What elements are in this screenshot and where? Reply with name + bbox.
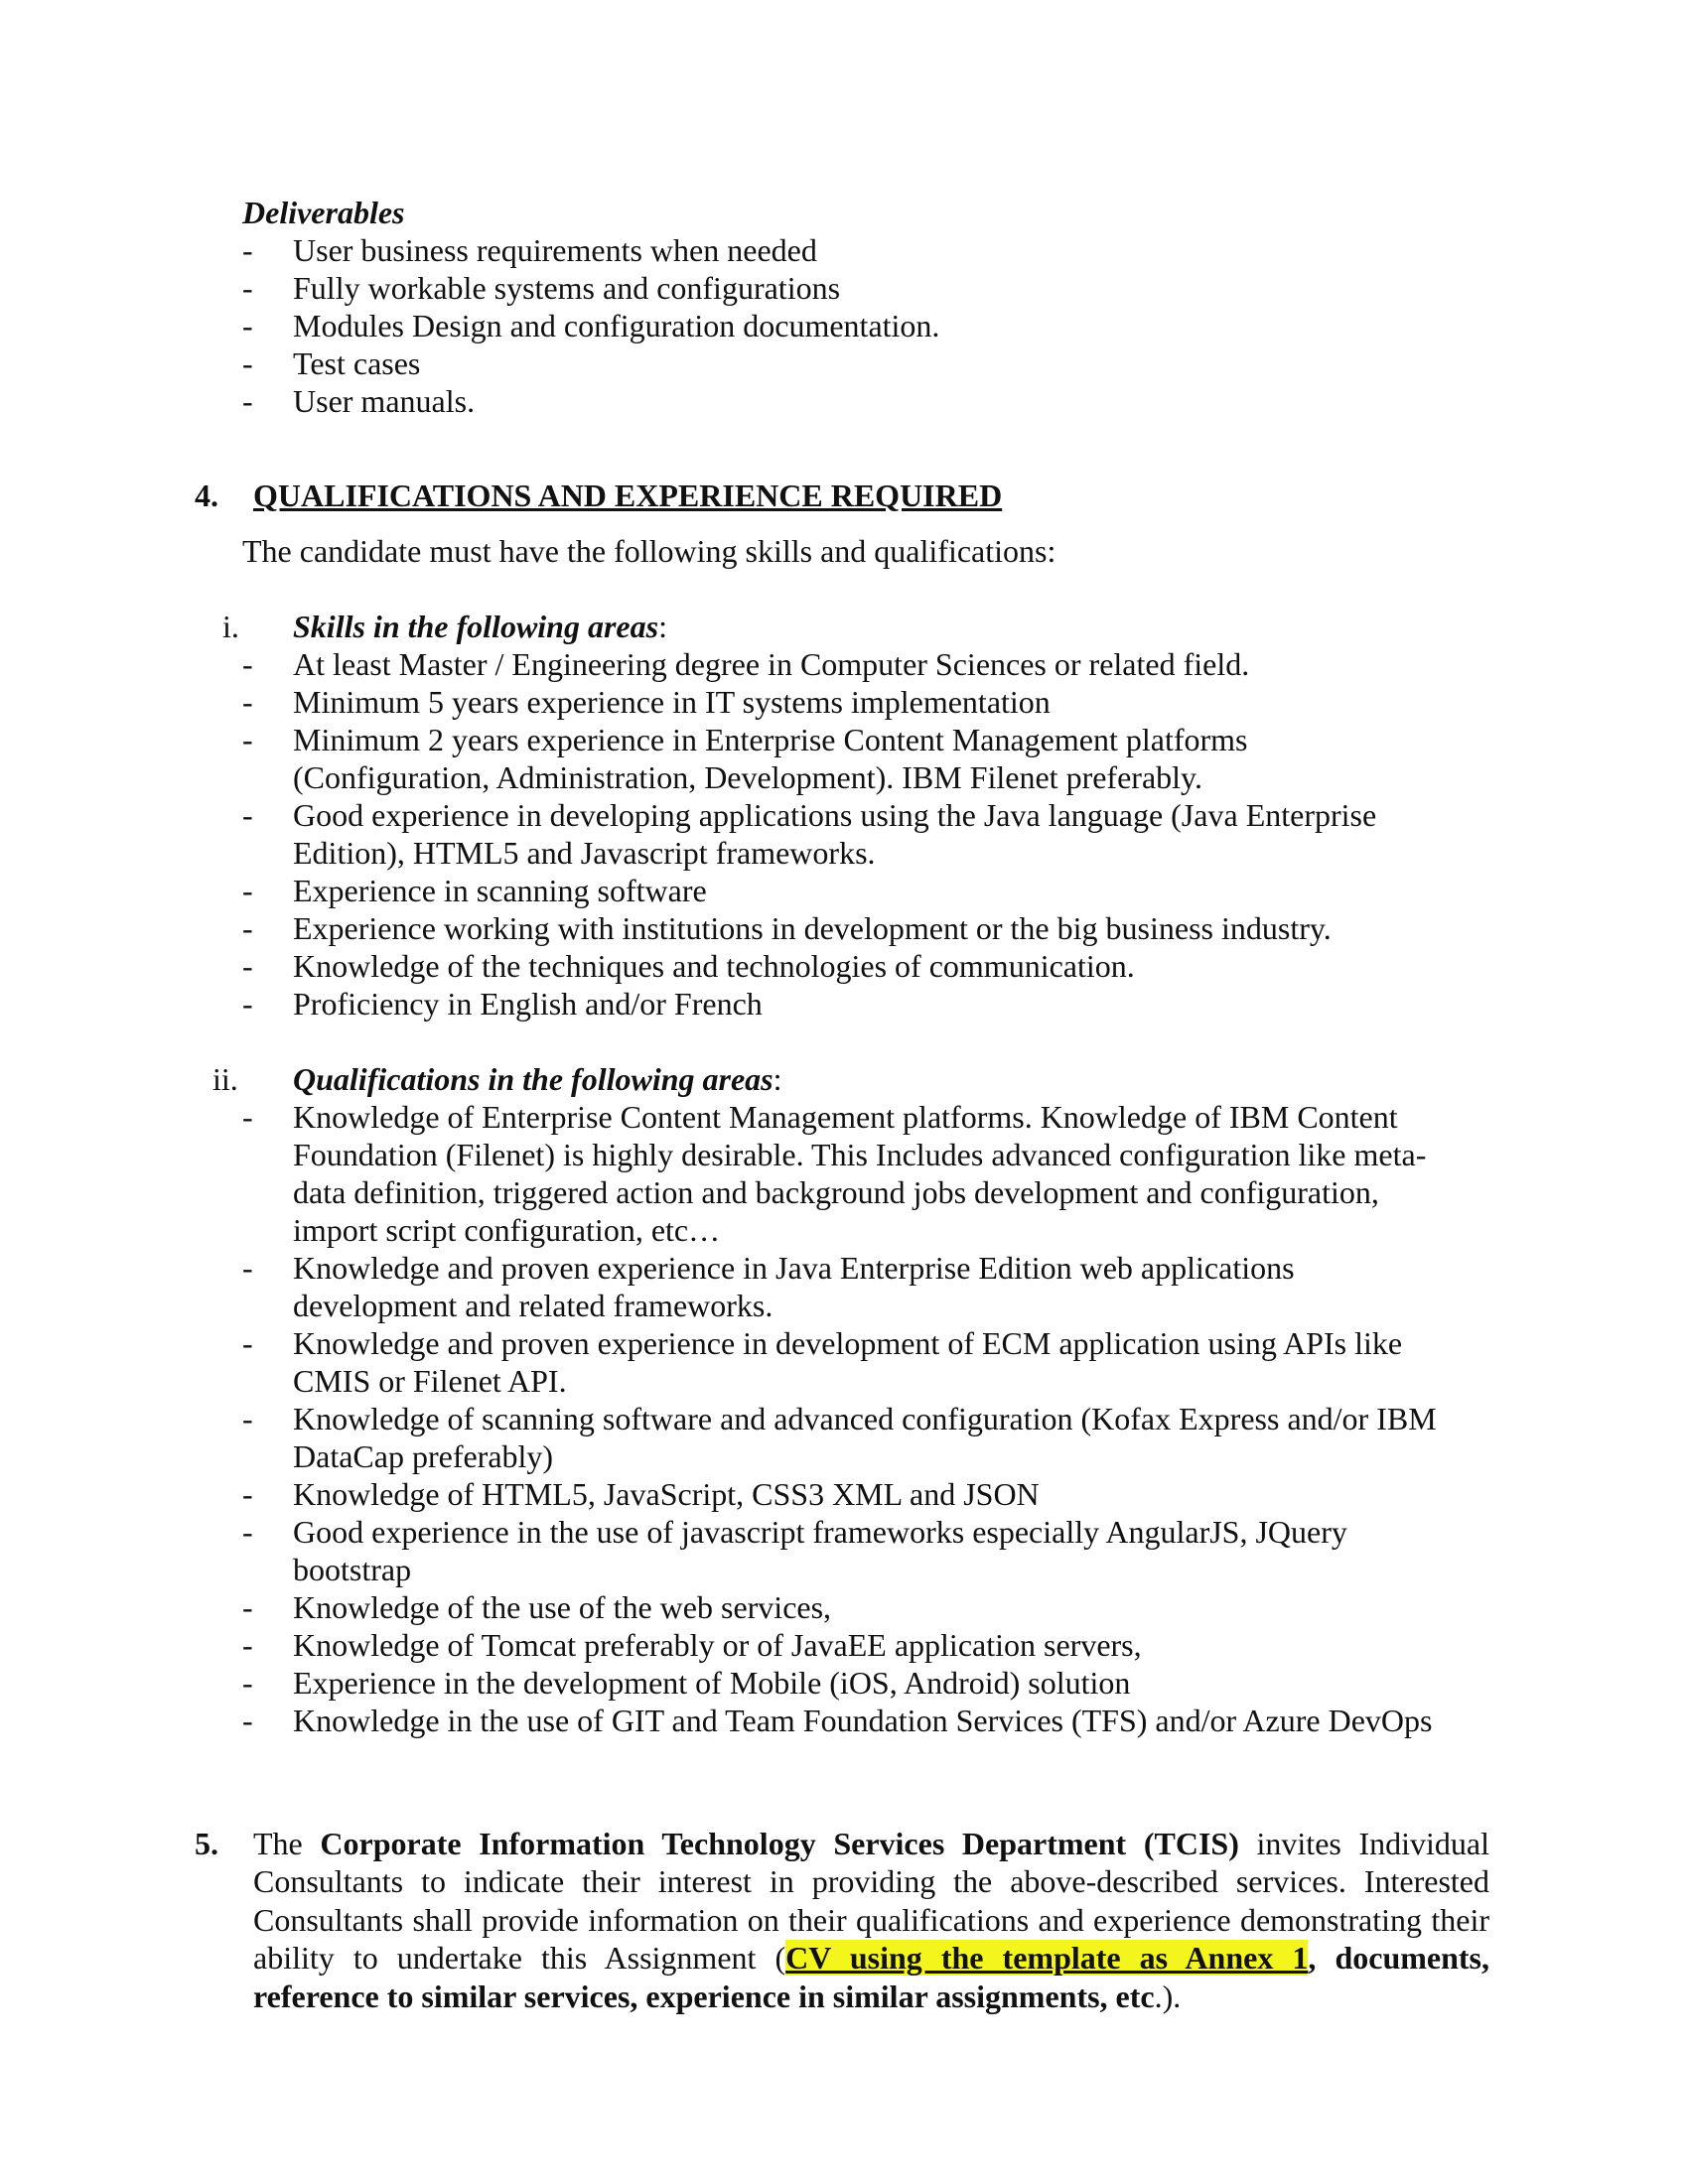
bullet-dash: - [242, 383, 253, 419]
skill-item: Experience working with institutions in development or the big business industry. [293, 910, 1332, 946]
section-5-text-body: invites Individual Consultants to indicate their interest in providing the above-described services. Interested Consultants shall provide information on their qualifications and experience demonstrating their ability to undertake this Assignment ( [253, 1826, 1490, 1977]
deliverable-item: Modules Design and configuration documentation. [293, 308, 940, 343]
skill-item-continuation: Edition), HTML5 and Javascript frameworks. [293, 835, 876, 871]
qualification-item: Knowledge of Enterprise Content Management platforms. Knowledge of IBM Content [293, 1099, 1398, 1135]
bullet-dash: - [242, 1476, 253, 1512]
bullet-dash: - [242, 1627, 253, 1663]
skill-item: Proficiency in English and/or French [293, 986, 763, 1022]
qualification-item-continuation: DataCap preferably) [293, 1438, 554, 1474]
qualification-item: Knowledge and proven experience in development of ECM application using APIs like [293, 1325, 1403, 1361]
section-4-intro: The candidate must have the following skills and qualifications: [242, 533, 1056, 569]
bullet-dash: - [242, 270, 253, 306]
section-5-bold-tail: , documents, reference to similar services, experience in similar assignments, etc [253, 1940, 1490, 2014]
bullet-dash: - [242, 1401, 253, 1436]
qualification-item: Good experience in the use of javascript frameworks especially AngularJS, JQuery [293, 1514, 1347, 1550]
section-5-paragraph [253, 1825, 1489, 2015]
list-numeral-ii: ii. [212, 1061, 238, 1097]
qualification-item-continuation: Foundation (Filenet) is highly desirable. This Includes advanced configuration like meta- [293, 1137, 1427, 1172]
skill-item: Knowledge of the techniques and technologies of communication. [293, 948, 1135, 984]
department-name: Corporate Information Technology Services Department (TCIS) [320, 1826, 1239, 1861]
section-4-title: QUALIFICATIONS AND EXPERIENCE REQUIRED [253, 478, 1003, 513]
qualification-item-continuation: CMIS or Filenet API. [293, 1363, 567, 1399]
bullet-dash: - [242, 873, 253, 908]
deliverable-item: User manuals. [293, 383, 476, 419]
qualification-item-continuation: data definition, triggered action and background jobs development and configuration, [293, 1174, 1379, 1210]
bullet-dash: - [242, 1589, 253, 1625]
qualification-item: Knowledge of scanning software and advanced configuration (Kofax Express and/or IBM [293, 1401, 1437, 1436]
skill-item: Good experience in developing applications using the Java language (Java Enterprise [293, 797, 1377, 833]
skills-heading [293, 608, 667, 645]
section-4-number: 4. [195, 478, 218, 513]
qualification-item: Knowledge of the use of the web services, [293, 1589, 832, 1625]
bullet-dash: - [242, 1514, 253, 1550]
section-5-number: 5. [195, 1826, 218, 1861]
qualification-item: Knowledge in the use of GIT and Team Foundation Services (TFS) and/or Azure DevOps [293, 1703, 1433, 1738]
qualification-item: Experience in the development of Mobile (iOS, Android) solution [293, 1665, 1131, 1701]
cv-annex-highlight: CV using the template as Annex 1 [785, 1940, 1309, 1977]
bullet-dash: - [242, 1250, 253, 1286]
section-5-text-end: .). [1154, 1978, 1182, 2014]
section-5-text-start: The [253, 1826, 321, 1861]
bullet-dash: - [242, 1703, 253, 1738]
bullet-dash: - [242, 308, 253, 343]
skills-heading-text: Skills in the following areas [293, 609, 659, 644]
bullet-dash: - [242, 910, 253, 946]
bullet-dash: - [242, 1325, 253, 1361]
qualification-item-continuation: development and related frameworks. [293, 1288, 774, 1323]
skill-item: Minimum 5 years experience in IT systems implementation [293, 684, 1051, 720]
qualification-item: Knowledge of HTML5, JavaScript, CSS3 XML and JSON [293, 1476, 1040, 1512]
qualification-item-continuation: bootstrap [293, 1552, 412, 1587]
bullet-dash: - [242, 232, 253, 268]
bullet-dash: - [242, 797, 253, 833]
bullet-dash: - [242, 948, 253, 984]
qualifications-heading [293, 1060, 782, 1098]
bullet-dash: - [242, 684, 253, 720]
qualification-item: Knowledge of Tomcat preferably or of JavaEE application servers, [293, 1627, 1142, 1663]
skill-item: At least Master / Engineering degree in Computer Sciences or related field. [293, 646, 1250, 682]
skill-item: Minimum 2 years experience in Enterprise Content Management platforms [293, 722, 1248, 757]
qualifications-heading-text: Qualifications in the following areas [293, 1061, 774, 1097]
qualification-item-continuation: import script configuration, etc… [293, 1212, 721, 1248]
bullet-dash: - [242, 722, 253, 757]
bullet-dash: - [242, 1665, 253, 1701]
deliverable-item: Fully workable systems and configurations [293, 270, 841, 306]
deliverable-item: User business requirements when needed [293, 232, 817, 268]
list-numeral-i: i. [222, 609, 239, 644]
qualification-item: Knowledge and proven experience in Java Enterprise Edition web applications [293, 1250, 1295, 1286]
bullet-dash: - [242, 646, 253, 682]
qualifications-heading-colon: : [773, 1061, 782, 1097]
skill-item-continuation: (Configuration, Administration, Development). IBM Filenet preferably. [293, 759, 1202, 795]
skill-item: Experience in scanning software [293, 873, 707, 908]
bullet-dash: - [242, 986, 253, 1022]
bullet-dash: - [242, 1099, 253, 1135]
skills-heading-colon: : [658, 609, 667, 644]
bullet-dash: - [242, 345, 253, 381]
deliverables-title: Deliverables [242, 195, 405, 230]
deliverable-item: Test cases [293, 345, 421, 381]
